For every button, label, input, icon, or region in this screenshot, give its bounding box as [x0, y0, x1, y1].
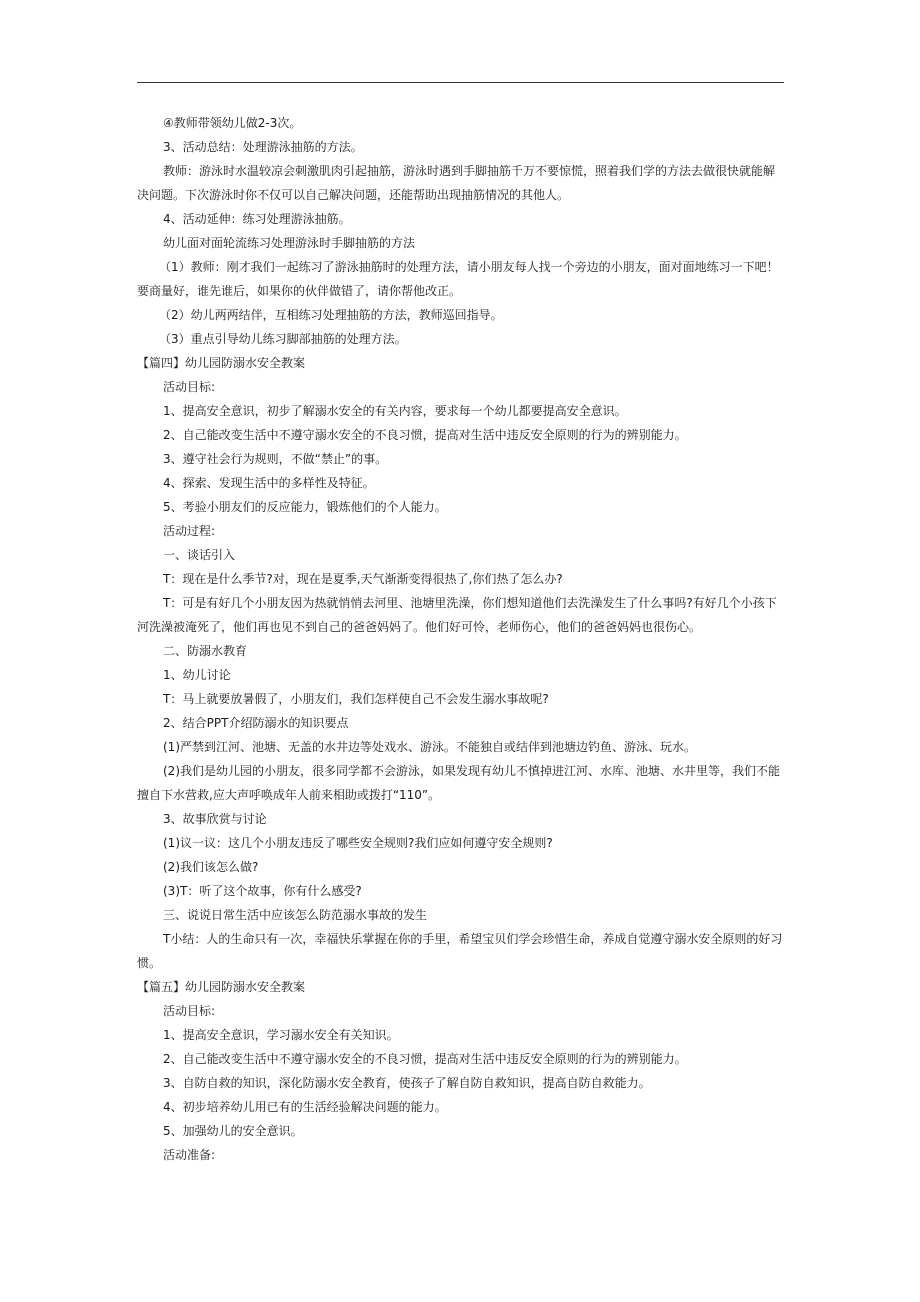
- paragraph: 二、防溺水教育: [163, 644, 248, 658]
- paragraph: T：现在是什么季节?对，现在是夏季,天气渐渐变得很热了,你们热了怎么办?: [163, 572, 563, 586]
- paragraph: （2）幼儿两两结伴，互相练习处理抽筋的方法，教师巡回指导。: [159, 308, 503, 322]
- paragraph: 2、结合PPT介绍防溺水的知识要点: [163, 716, 349, 730]
- paragraph: 活动目标:: [163, 380, 216, 394]
- paragraph: 5、加强幼儿的安全意识。: [163, 1124, 303, 1138]
- paragraph: （1）教师：刚才我们一起练习了游泳抽筋时的处理方法，请小朋友每人找一个旁边的小朋友，面对面地练习一下吧！要商量好，谁先谁后，如果你的伙伴做错了，请你帮他改正。: [137, 260, 779, 298]
- paragraph: 一、谈话引入: [163, 548, 236, 562]
- paragraph: 2、自己能改变生活中不遵守溺水安全的不良习惯，提高对生活中违反安全原则的行为的辨别能力。: [163, 428, 687, 442]
- header-rule: [137, 82, 784, 83]
- paragraph: 3、遵守社会行为规则，不做“禁止”的事。: [163, 452, 388, 466]
- paragraph: 4、探索、发现生活中的多样性及特征。: [163, 476, 375, 490]
- paragraph: 活动过程:: [163, 524, 216, 538]
- paragraph: ④教师带领幼儿做2-3次。: [163, 116, 302, 130]
- paragraph: 3、活动总结：处理游泳抽筋的方法。: [163, 140, 363, 154]
- paragraph: 4、初步培养幼儿用已有的生活经验解决问题的能力。: [163, 1100, 447, 1114]
- paragraph: (3)T：听了这个故事，你有什么感受?: [163, 884, 362, 898]
- paragraph: 3、自防自救的知识，深化防溺水安全教育，使孩子了解自防自救知识，提高自防自救能力。: [163, 1076, 651, 1090]
- paragraph: 活动准备:: [163, 1148, 216, 1162]
- paragraph: 教师：游泳时水温较凉会刺激肌肉引起抽筋，游泳时遇到手脚抽筋千万不要惊慌，照着我们学的方法去做很快就能解决问题。下次游泳时你不仅可以自己解决问题，还能帮助出现抽筋情况的其他人。: [137, 164, 776, 202]
- paragraph: T：马上就要放暑假了，小朋友们，我们怎样使自己不会发生溺水事故呢?: [163, 692, 549, 706]
- paragraph: 幼儿面对面轮流练习处理游泳时手脚抽筋的方法: [163, 236, 416, 250]
- paragraph: T：可是有好几个小朋友因为热就悄悄去河里、池塘里洗澡，你们想知道他们去洗澡发生了什么事吗?有好几个小孩下河洗澡被淹死了，他们再也见不到自己的爸爸妈妈了。他们好可怜，老师伤心，他们的爸爸妈妈也很伤心。: [137, 596, 777, 634]
- section-heading: 【篇四】幼儿园防溺水安全教案: [137, 356, 306, 370]
- paragraph: 1、提高安全意识，初步了解溺水安全的有关内容，要求每一个幼儿都要提高安全意识。: [163, 404, 627, 418]
- paragraph: 3、故事欣赏与讨论: [163, 812, 267, 826]
- paragraph: 4、活动延伸：练习处理游泳抽筋。: [163, 212, 351, 226]
- paragraph: (2)我们该怎么做?: [163, 860, 259, 874]
- paragraph: (1)议一议：这几个小朋友违反了哪些安全规则?我们应如何遵守安全规则?: [163, 836, 553, 850]
- paragraph: 2、自己能改变生活中不遵守溺水安全的不良习惯，提高对生活中违反安全原则的行为的辨别能力。: [163, 1052, 687, 1066]
- paragraph: （3）重点引导幼儿练习脚部抽筋的处理方法。: [159, 332, 407, 346]
- paragraph: 1、幼儿讨论: [163, 668, 231, 682]
- paragraph: T小结：人的生命只有一次，幸福快乐掌握在你的手里，希望宝贝们学会珍惜生命，养成自觉遵守溺水安全原则的好习惯。: [137, 932, 783, 970]
- paragraph: 活动目标:: [163, 1004, 216, 1018]
- paragraph: 1、提高安全意识，学习溺水安全有关知识。: [163, 1028, 399, 1042]
- paragraph: (2)我们是幼儿园的小朋友，很多同学都不会游泳，如果发现有幼儿不慎掉进江河、水库、池塘、水井里等，我们不能擅自下水营救,应大声呼唤成年人前来相助或拨打“110”。: [137, 764, 781, 802]
- paragraph: 5、考验小朋友们的反应能力，锻炼他们的个人能力。: [163, 500, 447, 514]
- paragraph: (1)严禁到江河、池塘、无盖的水井边等处戏水、游泳。不能独自或结伴到池塘边钓鱼、游泳、玩水。: [163, 740, 697, 754]
- paragraph: 三、说说日常生活中应该怎么防范溺水事故的发生: [163, 908, 428, 922]
- section-heading: 【篇五】幼儿园防溺水安全教案: [137, 980, 306, 994]
- document-body: [137, 111, 784, 1167]
